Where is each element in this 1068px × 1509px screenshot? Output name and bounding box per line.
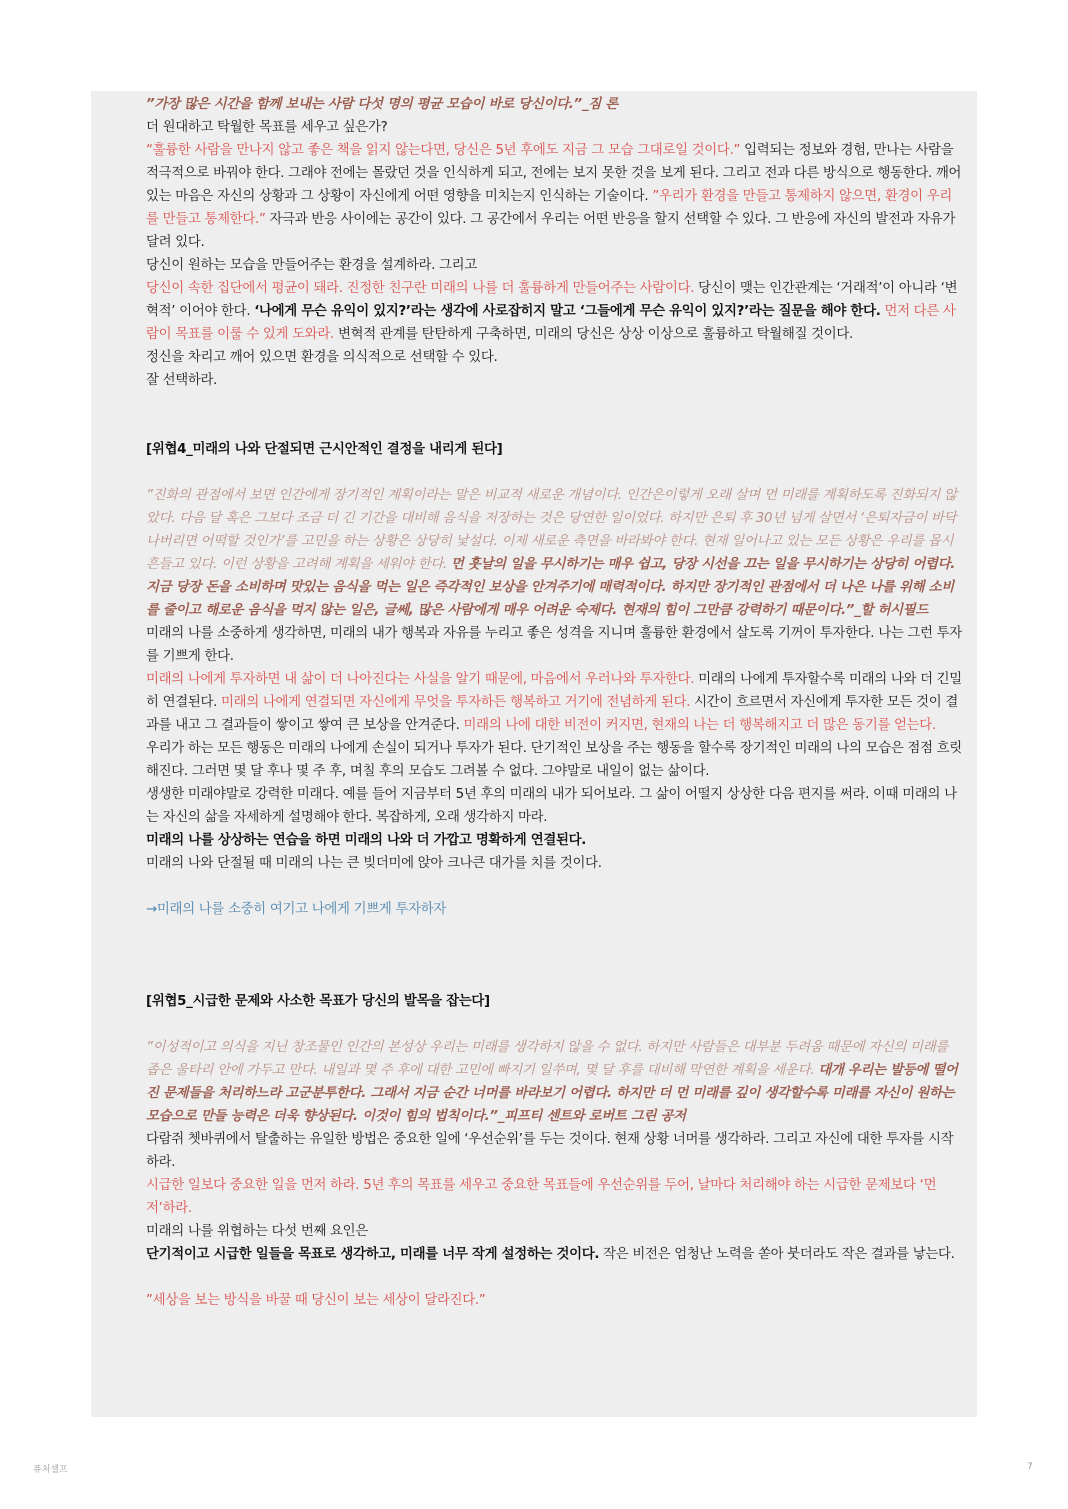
paragraph: 우리가 하는 모든 행동은 미래의 나에게 손실이 되거나 투자가 된다. 단기적인 보상을 주는 행동을 할수록 장기적인 미래의 나의 모습은 점점 흐릿해진다. 그러면 몇 달 후나 몇 주 후, 며칠 후의 모습도 그려볼 수 없다. 그야말로 내일이 없는 삶이다. [146, 741, 962, 779]
spacer [146, 921, 964, 967]
spacer [146, 967, 964, 990]
paragraph: 미래의 나를 소중하게 생각하면, 미래의 내가 행복과 자유를 누리고 좋은 성격을 지니며 훌륭한 환경에서 살도록 기꺼이 투자한다. 나는 그런 투자를 기쁘게 한다. [146, 626, 962, 664]
paragraph: 당신이 속한 집단에서 평균이 돼라. 진정한 친구란 미래의 나를 더 훌륭하게 만들어주는 사람이다. 당신이 맺는 인간관계는 ‘거래적’이 아니라 ‘변혁적’ 이어야 한다. ‘나에게 무슨 유익이 있지?’라는 생각에 사로잡히지 말고 ‘그들에게 무슨 유익이 있지?’라는 질문을 해야 한다. 먼저 다른 사람이 목표를 이룰 수 있게 도와라. 변혁적 관계를 탄탄하게 구축하면, 미래의 당신은 상상 이상으로 훌륭하고 탁월해질 것이다. [146, 281, 958, 342]
quote-fifty-cent-greene: ”이성적이고 의식을 지닌 창조물인 인간의 본성상 우리는 미래를 생각하지 않을 수 없다. 하지만 사람들은 대부분 두려움 때문에 자신의 미래를 좁은 울타리 안에 가두고 만다. 내일과 몇 주 후에 대한 고민에 빠지기 일쑤며, 몇 달 후를 대비해 막연한 계획을 세운다. 대개 우리는 발등에 떨어진 문제들을 처리하느라 고군분투한다. 그래서 지금 순간 너머를 바라보기 어렵다. 하지만 더 먼 미래를 깊이 생각할수록 미래를 자신이 원하는 모습으로 만들 능력은 더욱 향상된다. 이것이 힘의 법칙이다.”_피프티 센트와 로버트 그린 공저 [146, 1040, 958, 1124]
paragraph: 생생한 미래야말로 강력한 미래다. 예를 들어 지금부터 5년 후의 미래의 내가 되어보라. 그 삶이 어떨지 상상한 다음 편지를 써라. 이때 미래의 나는 자신의 삶을 자세하게 설명해야 한다. 복잡하게, 오래 생각하지 마라. [146, 787, 957, 825]
paragraph: 정신을 차리고 깨어 있으면 환경을 의식적으로 선택할 수 있다. [146, 350, 498, 365]
paragraph: 미래의 나에게 투자하면 내 삶이 더 나아진다는 사실을 알기 때문에, 마음에서 우러나와 투자한다. 미래의 나에게 투자할수록 미래의 나와 더 긴밀히 연결된다. 미래의 나에게 연결되면 자신에게 무엇을 투자하든 행복하고 거기에 전념하게 된다. 시간이 흐르면서 자신에게 투자한 모든 것이 결과를 내고 그 결과들이 쌓이고 쌓여 큰 보상을 안겨준다. 미래의 나에 대한 비전이 커지면, 현재의 나는 더 행복해지고 더 많은 동기를 얻는다. [146, 672, 962, 733]
paragraph: 당신이 원하는 모습을 만들어주는 환경을 설계하라. 그리고 [146, 258, 477, 273]
paragraph: 단기적이고 시급한 일들을 목표로 생각하고, 미래를 너무 작게 설정하는 것이다. 작은 비전은 엄청난 노력을 쏟아 붓더라도 작은 결과를 낳는다. [146, 1247, 955, 1262]
paragraph-bold: 미래의 나를 상상하는 연습을 하면 미래의 나와 더 가깝고 명확하게 연결된다. [146, 833, 587, 848]
section-heading-threat4: [위협4_미래의 나와 단절되면 근시안적인 결정을 내리게 된다] [146, 442, 503, 457]
page-number: 7 [1027, 1462, 1033, 1472]
quote-hal-hershfield: ”진화의 관점에서 보면 인간에게 장기적인 계획이라는 말은 비교적 새로운 개념이다. 인간은이렇게 오래 살며 먼 미래를 계획하도록 진화되지 않았다. 다음 달 혹은 그보다 조금 더 긴 기간을 대비해 음식을 저장하는 것은 당연한 일이었다. 하지만 은퇴 후 30년 넘게 살면서 ‘은퇴자금이 바닥나버리면 어떡할 것인가’를 고민을 하는 상황은 상당히 낯설다. 이제 새로운 측면을 바라봐야 한다. 현재 일어나고 있는 모든 상황은 우리를 몹시 흔들고 있다. 이런 상황을 고려해 계획을 세워야 한다. 먼 훗날의 일을 무시하기는 매우 쉽고, 당장 시선을 끄는 일을 무시하기는 상당히 어렵다. 지금 당장 돈을 소비하며 맛있는 음식을 먹는 일은 즉각적인 보상을 안겨주기에 매력적이다. 하지만 장기적인 관점에서 더 나은 나를 위해 소비를 줄이고 해로운 음식을 먹지 않는 일은, 글쎄, 많은 사람에게 매우 어려운 숙제다. 현재의 힘이 그만큼 강력하기 때문이다.”_할 허시필드 [146, 488, 957, 618]
spacer [146, 1266, 964, 1289]
spacer [146, 875, 964, 898]
invest-link[interactable]: →미래의 나를 소중히 여기고 나에게 기쁘게 투자하자 [146, 902, 446, 917]
paragraph: 미래의 나와 단절될 때 미래의 나는 큰 빚더미에 앉아 크나큰 대가를 치를 것이다. [146, 856, 602, 871]
paragraph: 다람쥐 쳇바퀴에서 탈출하는 유일한 방법은 중요한 일에 ‘우선순위’를 두는 것이다. 현재 상황 너머를 생각하라. 그리고 자신에 대한 투자를 시작하라. [146, 1132, 954, 1170]
paragraph-highlight: 시급한 일보다 중요한 일을 먼저 하라. 5년 후의 목표를 세우고 중요한 목표들에 우선순위를 두어, 날마다 처리해야 하는 시급한 문제보다 ‘먼저’하라. [146, 1178, 937, 1216]
spacer [146, 1013, 964, 1036]
section-heading-threat5: [위협5_시급한 문제와 사소한 목표가 당신의 발목을 잡는다] [146, 994, 490, 1009]
paragraph: “훌륭한 사람을 만나지 않고 좋은 책을 읽지 않는다면, 당신은 5년 후에도 지금 그 모습 그대로일 것이다.” 입력되는 정보와 경험, 만나는 사람을 적극적으로 바꿔야 한다. 그래야 전에는 몰랐던 것을 인식하게 되고, 전에는 보지 못한 것을 보게 된다. 그리고 전과 다른 방식으로 행동한다. 깨어 있는 마음은 자신의 상황과 그 상황이 자신에게 어떤 영향을 미치는지 인식하는 기술이다. ”우리가 환경을 만들고 통제하지 않으면, 환경이 우리를 만들고 통제한다.” 자극과 반응 사이에는 공간이 있다. 그 공간에서 우리는 어떤 반응을 할지 선택할 수 있다. 그 반응에 자신의 발전과 자유가 달려 있다. [146, 143, 962, 250]
spacer [146, 461, 964, 484]
closing-quote: ”세상을 보는 방식을 바꿀 때 당신이 보는 세상이 달라진다.” [146, 1293, 486, 1308]
spacer [146, 392, 964, 438]
paragraph: 미래의 나를 위협하는 다섯 번째 요인은 [146, 1224, 368, 1239]
footer-book-title: 퓨처셀프 [33, 1465, 68, 1475]
paragraph: 잘 선택하라. [146, 373, 218, 388]
document-body [146, 93, 964, 1312]
paragraph: 더 원대하고 탁월한 목표를 세우고 싶은가? [146, 120, 388, 135]
quote-jim-rohn: ”가장 많은 시간을 함께 보내는 사람 다섯 명의 평균 모습이 바로 당신이다.”_짐 론 [146, 97, 618, 112]
